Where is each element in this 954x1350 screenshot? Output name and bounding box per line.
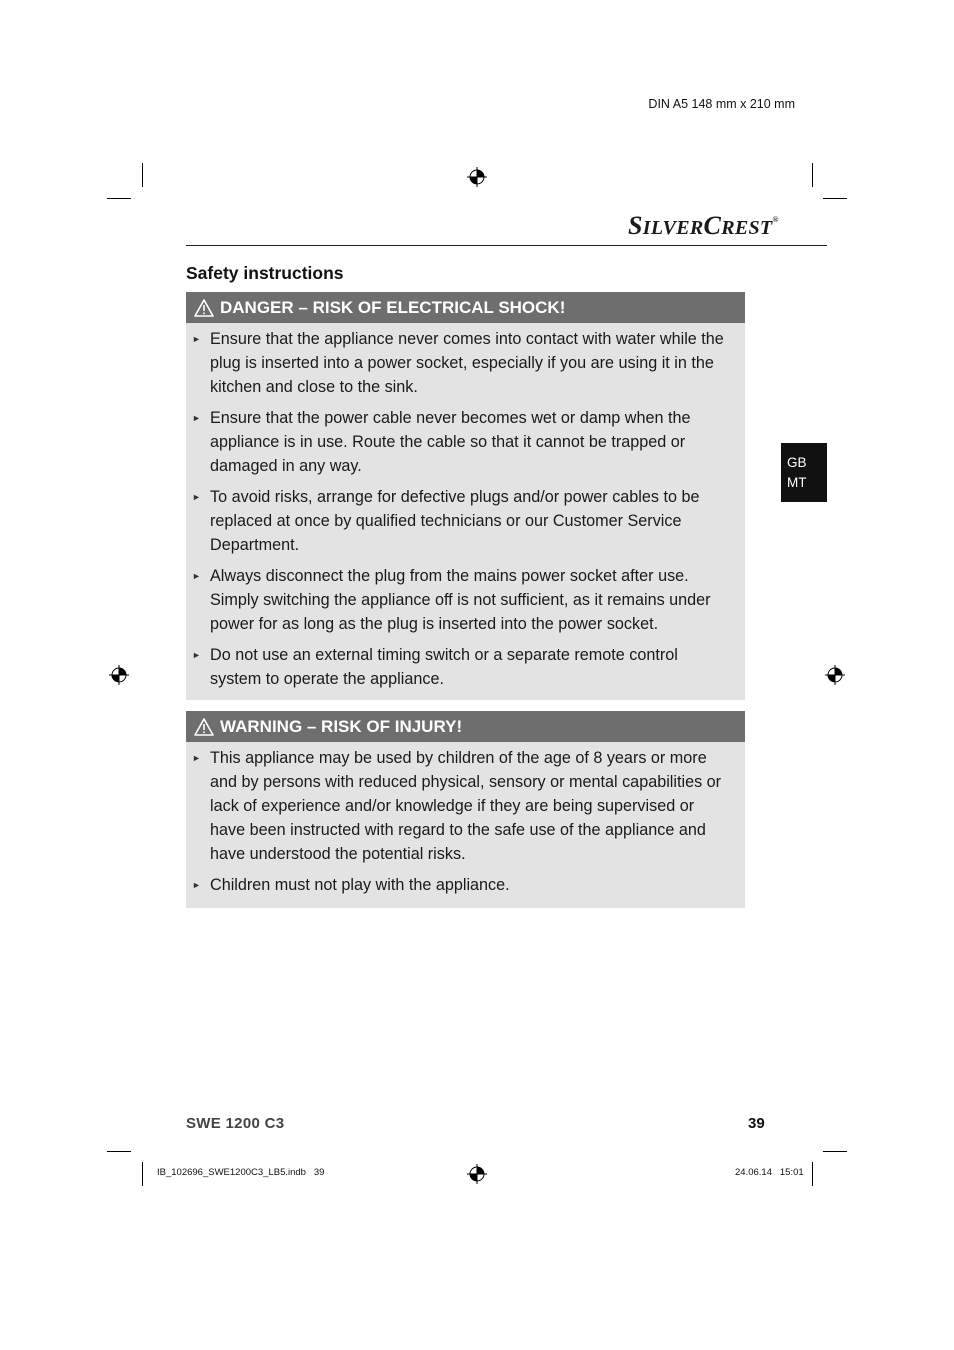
list-item: ► Ensure that the appliance never comes into contact with water while the plug is inserted into a power socket, especially if you are using it in the kitchen and close to the sink. <box>210 327 733 399</box>
list-item: ► Always disconnect the plug from the mains power socket after use. Simply switching the appliance off is not sufficient, as it remains under power for as long as the plug is inserted into the power socket. <box>210 564 733 636</box>
print-slug-date: 24.06.14 15:01 <box>735 1167 804 1178</box>
language-code-secondary: MT <box>787 475 807 490</box>
language-tab <box>781 443 827 502</box>
crosshair-registration-icon <box>467 167 487 187</box>
print-slug-file: IB_102696_SWE1200C3_LB5.indb 39 <box>157 1167 325 1178</box>
warning-box-title: WARNING – RISK OF INJURY! <box>220 716 463 736</box>
danger-list <box>186 323 745 691</box>
triangle-right-bullet-icon: ► <box>192 413 201 423</box>
crosshair-registration-icon <box>467 1164 487 1184</box>
crop-mark <box>823 1151 847 1152</box>
triangle-right-bullet-icon: ► <box>192 571 201 581</box>
crop-mark <box>823 198 847 199</box>
warning-box <box>186 711 745 908</box>
warning-triangle-icon <box>194 718 214 736</box>
crosshair-registration-icon <box>109 665 129 685</box>
crop-mark <box>142 163 143 187</box>
warning-box-header <box>186 711 745 742</box>
triangle-right-bullet-icon: ► <box>192 753 201 763</box>
list-item: ► Ensure that the power cable never becomes wet or damp when the appliance is in use. Route the cable so that it cannot be trapped or damaged in any way. <box>210 406 733 478</box>
crop-mark <box>107 198 131 199</box>
triangle-right-bullet-icon: ► <box>192 650 201 660</box>
triangle-right-bullet-icon: ► <box>192 334 201 344</box>
crop-mark <box>142 1162 143 1186</box>
warning-triangle-icon <box>194 299 214 317</box>
crop-mark <box>812 163 813 187</box>
crop-mark <box>812 1162 813 1186</box>
danger-box-title: DANGER – RISK OF ELECTRICAL SHOCK! <box>220 297 566 317</box>
list-item: ► Children must not play with the appliance. <box>210 873 733 897</box>
language-code-primary: GB <box>787 455 807 470</box>
triangle-right-bullet-icon: ► <box>192 880 201 890</box>
list-item: ► This appliance may be used by children of the age of 8 years or more and by persons with reduced physical, sensory or mental capabilities or lack of experience and/or knowledge if they are being supervised or have been instructed with regard to the safe use of the appliance and have understood the potential risks. <box>210 746 733 866</box>
footer-model-number: SWE 1200 C3 <box>186 1115 285 1132</box>
list-item: ► Do not use an external timing switch or a separate remote control system to operate the appliance. <box>210 643 733 691</box>
danger-box-header <box>186 292 745 323</box>
warning-list <box>186 742 745 897</box>
document-size-label: DIN A5 148 mm x 210 mm <box>648 97 795 111</box>
section-title: Safety instructions <box>186 263 344 283</box>
crosshair-registration-icon <box>825 665 845 685</box>
header-rule <box>186 245 827 246</box>
danger-box <box>186 292 745 700</box>
list-item: ► To avoid risks, arrange for defective plugs and/or power cables to be replaced at once by qualified technicians or our Customer Service Department. <box>210 485 733 557</box>
brand-logo: SILVERCREST® <box>628 211 779 240</box>
page-number: 39 <box>748 1115 765 1132</box>
crop-mark <box>107 1151 131 1152</box>
triangle-right-bullet-icon: ► <box>192 492 201 502</box>
